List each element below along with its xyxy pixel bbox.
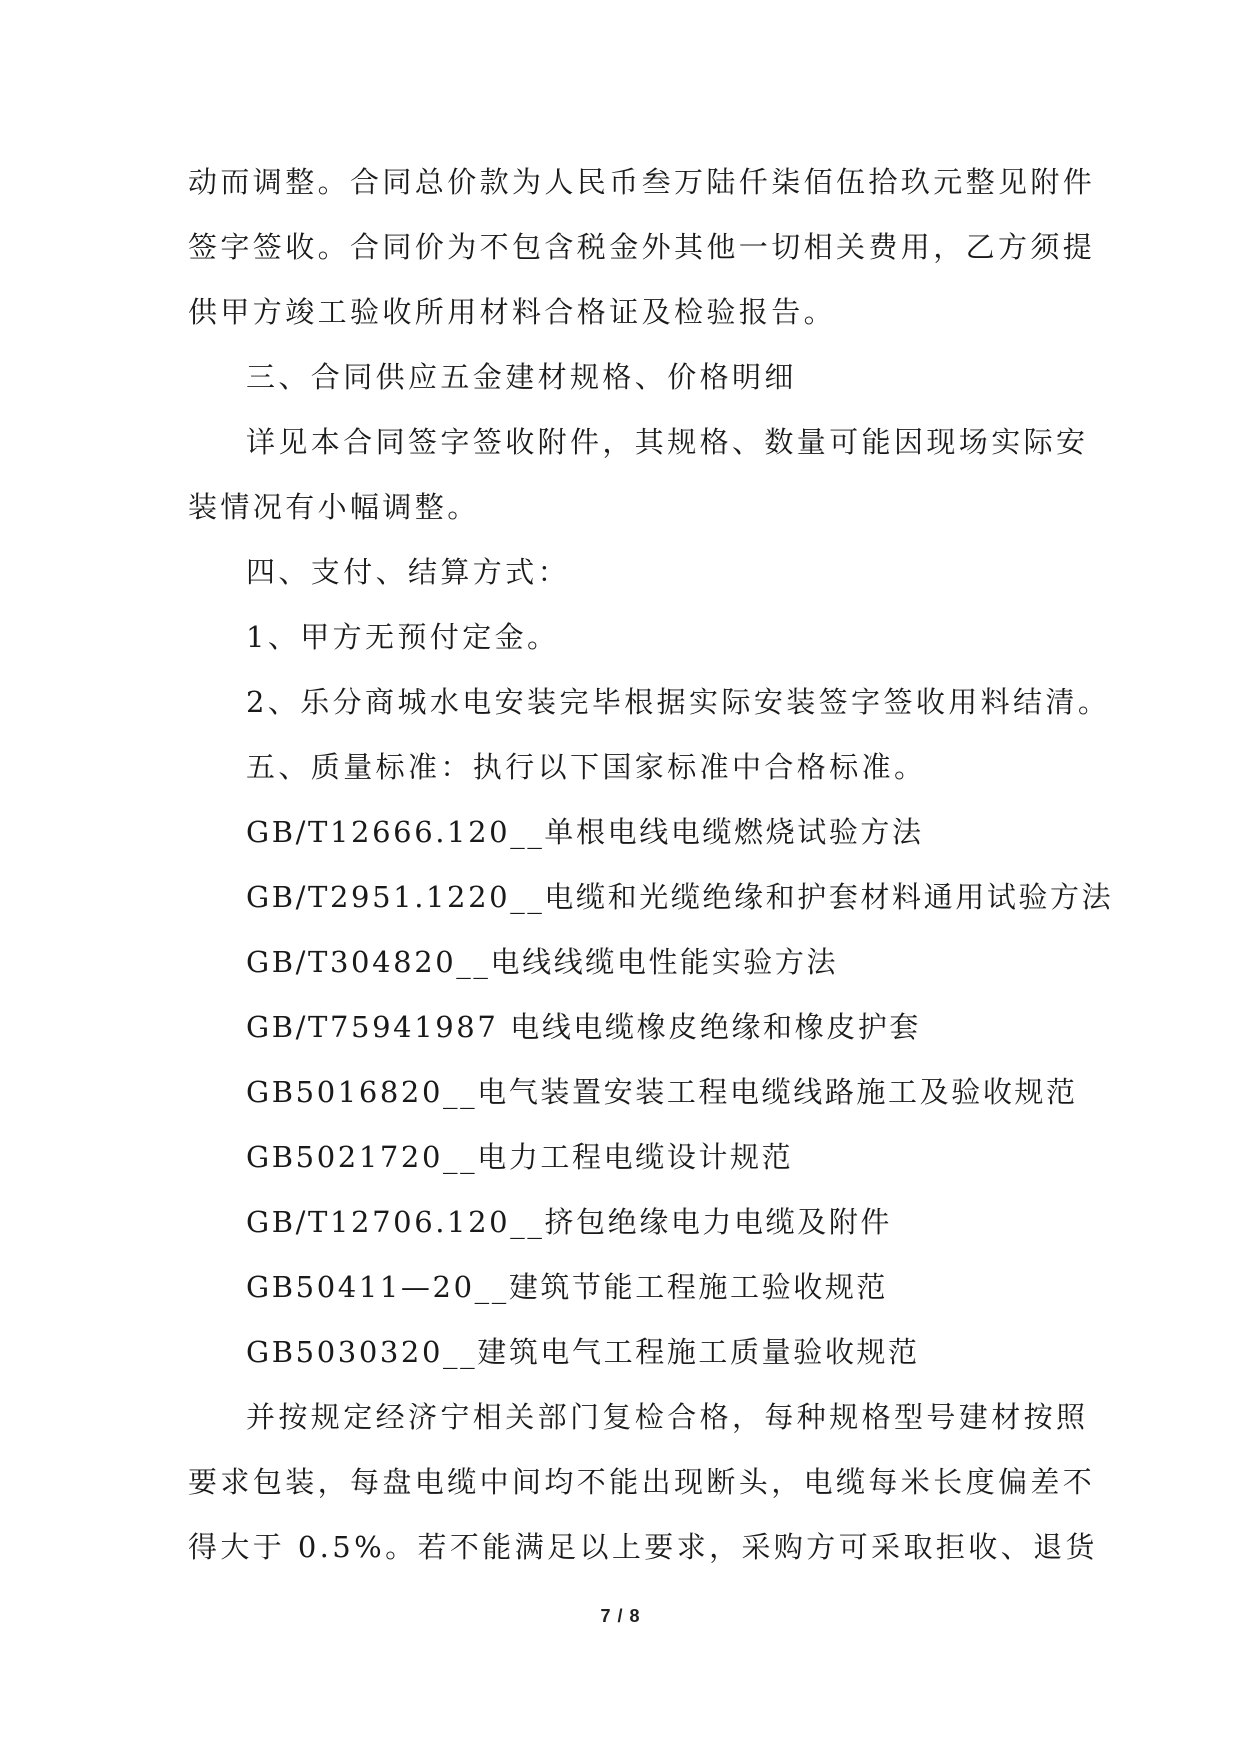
standard-item: GB/T12666.120__单根电线电缆燃烧试验方法	[246, 815, 924, 849]
standard-item: GB5016820__电气装置安装工程电缆线路施工及验收规范	[246, 1075, 1078, 1109]
section-heading: 四、支付、结算方式：	[246, 555, 571, 589]
paragraph-line: 并按规定经济宁相关部门复检合格，每种规格型号建材按照	[246, 1400, 1089, 1434]
standard-item: GB/T75941987 电线电缆橡皮绝缘和橡皮护套	[246, 1010, 922, 1044]
list-item: 1、甲方无预付定金。	[246, 620, 560, 654]
paragraph-line: 供甲方竣工验收所用材料合格证及检验报告。	[188, 295, 837, 329]
paragraph-line: 详见本合同签字签收附件，其规格、数量可能因现场实际安	[246, 425, 1089, 459]
paragraph-line: 要求包装，每盘电缆中间均不能出现断头，电缆每米长度偏差不	[188, 1465, 1096, 1499]
standard-item: GB50411—20__建筑节能工程施工验收规范	[246, 1270, 889, 1304]
standard-item: GB/T304820__电线线缆电性能实验方法	[246, 945, 839, 979]
section-heading: 三、合同供应五金建材规格、价格明细	[246, 360, 797, 394]
standard-item: GB5021720__电力工程电缆设计规范	[246, 1140, 794, 1174]
paragraph-line: 签字签收。合同价为不包含税金外其他一切相关费用，乙方须提	[188, 230, 1096, 264]
standard-item: GB/T12706.120__挤包绝缘电力电缆及附件	[246, 1205, 893, 1239]
body-text	[188, 150, 1114, 1580]
page-number: 7 / 8	[600, 1606, 641, 1626]
paragraph-line: 得大于 0.5%。若不能满足以上要求，采购方可采取拒收、退货	[188, 1530, 1098, 1564]
paragraph-line: 动而调整。合同总价款为人民币叁万陆仟柒佰伍拾玖元整见附件	[188, 165, 1096, 199]
paragraph-line: 装情况有小幅调整。	[188, 490, 480, 524]
section-heading: 五、质量标准：执行以下国家标准中合格标准。	[246, 750, 927, 784]
standard-item: GB5030320__建筑电气工程施工质量验收规范	[246, 1335, 920, 1369]
standard-item: GB/T2951.1220__电缆和光缆绝缘和护套材料通用试验方法	[246, 880, 1114, 914]
list-item: 2、乐分商城水电安装完毕根据实际安装签字签收用料结清。	[246, 685, 1111, 719]
